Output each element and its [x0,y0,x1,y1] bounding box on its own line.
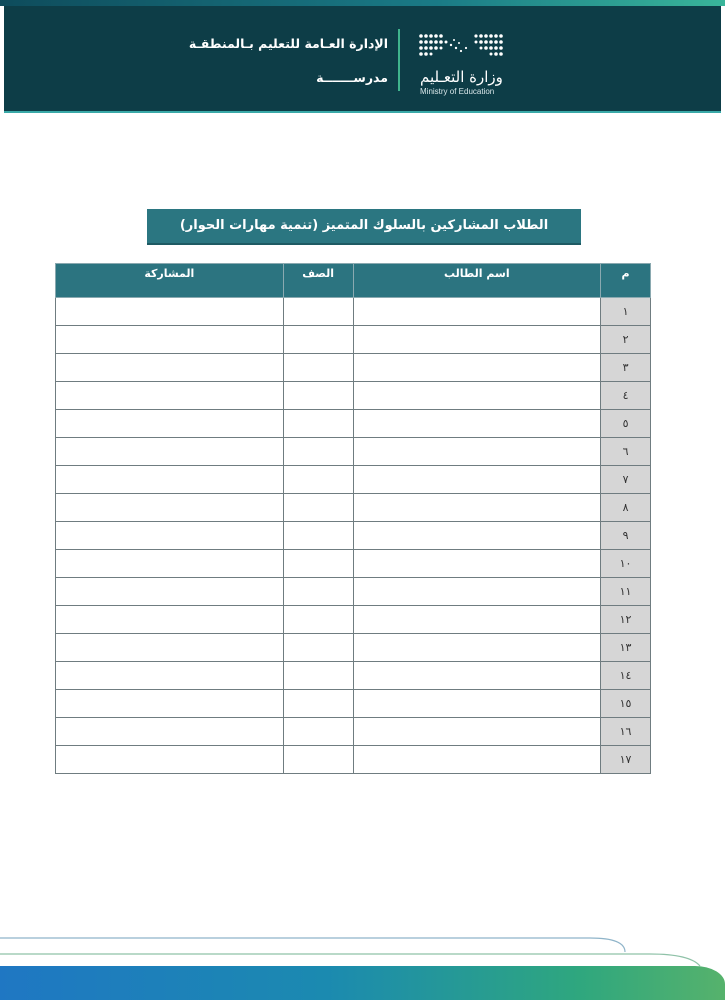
class-cell[interactable] [283,298,353,326]
student-name-cell[interactable] [353,746,601,774]
student-name-cell[interactable] [353,466,601,494]
participation-cell[interactable] [56,382,284,410]
class-cell[interactable] [283,578,353,606]
column-header-class: الصف [283,264,353,298]
students-table [55,263,651,774]
page-header [4,6,721,113]
table-header-row [56,264,651,298]
row-number-cell: ٦ [601,438,651,466]
class-cell[interactable] [283,410,353,438]
class-cell[interactable] [283,690,353,718]
participation-cell[interactable] [56,326,284,354]
participation-cell[interactable] [56,746,284,774]
table-row [56,718,651,746]
participation-cell[interactable] [56,466,284,494]
footer-band [0,966,725,1000]
table-row [56,382,651,410]
participation-cell[interactable] [56,522,284,550]
participation-cell[interactable] [56,578,284,606]
table-row [56,662,651,690]
table-row [56,326,651,354]
table-row [56,494,651,522]
row-number-cell: ١٣ [601,634,651,662]
student-name-cell[interactable] [353,494,601,522]
student-name-cell[interactable] [353,550,601,578]
student-name-cell[interactable] [353,578,601,606]
class-cell[interactable] [283,494,353,522]
class-cell[interactable] [283,382,353,410]
student-name-cell[interactable] [353,298,601,326]
class-cell[interactable] [283,550,353,578]
participation-cell[interactable] [56,606,284,634]
table-row [56,298,651,326]
row-number-cell: ٤ [601,382,651,410]
table-row [56,522,651,550]
table-row [56,354,651,382]
class-cell[interactable] [283,634,353,662]
participation-cell[interactable] [56,494,284,522]
participation-cell[interactable] [56,550,284,578]
ministry-dots-icon [418,32,504,60]
student-name-cell[interactable] [353,718,601,746]
row-number-cell: ١٠ [601,550,651,578]
row-number-cell: ١٦ [601,718,651,746]
table-body [56,298,651,774]
row-number-cell: ٧ [601,466,651,494]
row-number-cell: ٨ [601,494,651,522]
row-number-cell: ٥ [601,410,651,438]
ministry-logo [414,26,514,101]
table-row [56,606,651,634]
participation-cell[interactable] [56,634,284,662]
table-row [56,550,651,578]
participation-cell[interactable] [56,690,284,718]
row-number-cell: ٣ [601,354,651,382]
class-cell[interactable] [283,522,353,550]
student-name-cell[interactable] [353,522,601,550]
row-number-cell: ١٢ [601,606,651,634]
class-cell[interactable] [283,718,353,746]
school-label: مدرســـــــة [316,70,388,85]
row-number-cell: ٩ [601,522,651,550]
student-name-cell[interactable] [353,438,601,466]
table-row [56,410,651,438]
row-number-cell: ٢ [601,326,651,354]
class-cell[interactable] [283,354,353,382]
table-row [56,466,651,494]
class-cell[interactable] [283,438,353,466]
table-row [56,578,651,606]
table-row [56,690,651,718]
row-number-cell: ١٤ [601,662,651,690]
class-cell[interactable] [283,662,353,690]
table-row [56,438,651,466]
row-number-cell: ١٧ [601,746,651,774]
column-header-student-name: اسم الطالب [353,264,601,298]
student-name-cell[interactable] [353,662,601,690]
participation-cell[interactable] [56,662,284,690]
class-cell[interactable] [283,606,353,634]
participation-cell[interactable] [56,410,284,438]
table-row [56,746,651,774]
column-header-number: م [601,264,651,298]
header-divider [398,29,400,91]
ministry-name-english: Ministry of Education [420,87,495,96]
student-name-cell[interactable] [353,354,601,382]
class-cell[interactable] [283,466,353,494]
student-name-cell[interactable] [353,410,601,438]
participation-cell[interactable] [56,718,284,746]
row-number-cell: ١١ [601,578,651,606]
row-number-cell: ١٥ [601,690,651,718]
department-label: الإدارة العـامة للتعليم بـالمنطقـة [188,36,388,51]
ministry-name-arabic: وزارة التعـليم [420,68,503,86]
student-name-cell[interactable] [353,606,601,634]
document-title: الطلاب المشاركين بالسلوك المتميز (تنمية مهارات الحوار) [147,209,581,245]
participation-cell[interactable] [56,354,284,382]
student-name-cell[interactable] [353,326,601,354]
participation-cell[interactable] [56,298,284,326]
row-number-cell: ١ [601,298,651,326]
class-cell[interactable] [283,746,353,774]
class-cell[interactable] [283,326,353,354]
student-name-cell[interactable] [353,634,601,662]
column-header-participation: المشاركة [56,264,284,298]
student-name-cell[interactable] [353,690,601,718]
participation-cell[interactable] [56,438,284,466]
table-row [56,634,651,662]
student-name-cell[interactable] [353,382,601,410]
